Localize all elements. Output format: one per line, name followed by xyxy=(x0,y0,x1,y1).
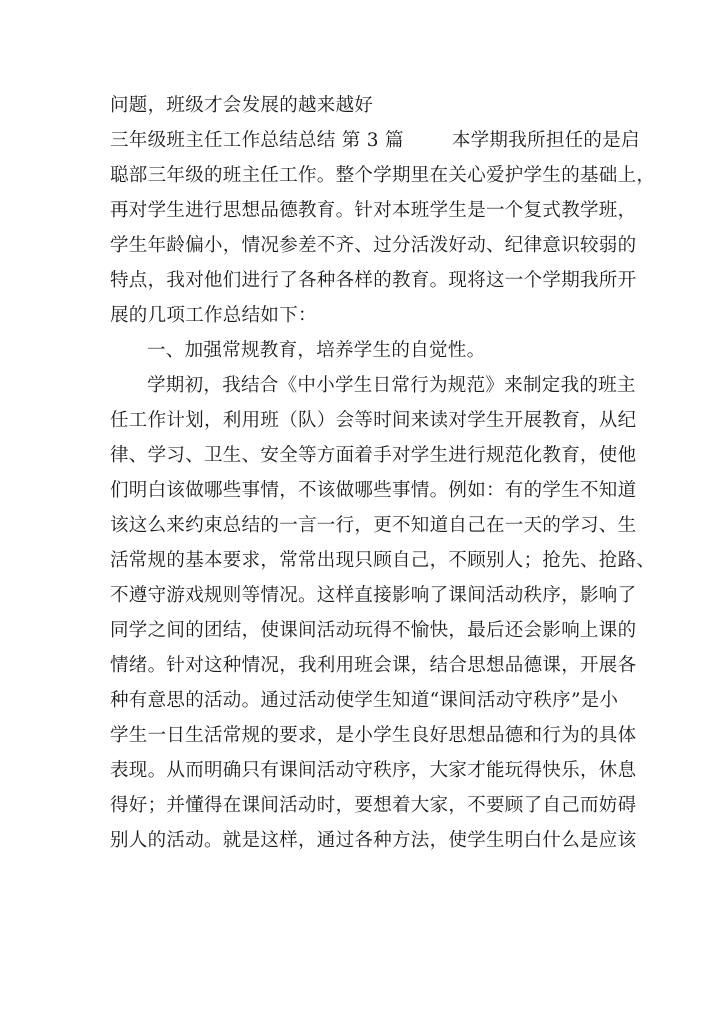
text-line-3: 再对学生进行思想品德教育。针对本班学生是一个复式教学班， xyxy=(110,200,637,221)
text-line-12: 该这么来约束总结的一言一行，更不知道自己在一天的学习、生 xyxy=(110,515,637,536)
document-body xyxy=(110,88,656,858)
text-line-21: 别人的活动。就是这样，通过各种方法，使学生明白什么是应该 xyxy=(110,830,637,851)
text-line-9: 任工作计划，利用班（队）会等时间来读对学生开展教育，从纪 xyxy=(110,410,637,431)
article-title: 三年级班主任工作总结总结 第 3 篇 xyxy=(110,130,404,151)
text-line-14: 不遵守游戏规则等情况。这样直接影响了课间活动秩序，影响了 xyxy=(110,585,637,606)
text-line-6: 展的几项工作总结如下： xyxy=(110,305,317,326)
text-line-11: 们明白该做哪些事情，不该做哪些事情。例如：有的学生不知道 xyxy=(110,480,637,501)
text-line-10: 律、学习、卫生、安全等方面着手对学生进行规范化教育，使他 xyxy=(110,445,637,466)
text-line-19: 表现。从而明确只有课间活动守秩序，大家才能玩得快乐，休息 xyxy=(110,760,637,781)
text-line-18: 学生一日生活常规的要求，是小学生良好思想品德和行为的具体 xyxy=(110,725,637,746)
text-line-16: 情绪。针对这种情况，我利用班会课，结合思想品德课，开展各 xyxy=(110,655,637,676)
text-line-8: 学期初，我结合《中小学生日常行为规范》来制定我的班主 xyxy=(147,375,636,396)
text-line-4: 学生年龄偏小，情况参差不齐、过分活泼好动、纪律意识较弱的 xyxy=(110,235,637,256)
section-heading: 一、加强常规教育，培养学生的自觉性。 xyxy=(147,340,486,361)
text-line-1: 问题，班级才会发展的越来越好 xyxy=(110,95,374,116)
text-line-17: 种有意思的活动。通过活动使学生知道“课间活动守秩序”是小 xyxy=(110,690,619,711)
text-line-2: 聪部三年级的班主任工作。整个学期里在关心爱护学生的基础上， xyxy=(110,165,656,186)
text-line-13: 活常规的基本要求，常常出现只顾自己，不顾别人；抢先、抢路、 xyxy=(110,550,656,571)
text-line-5: 特点，我对他们进行了各种各样的教育。现将这一个学期我所开 xyxy=(110,270,637,291)
article-intro: 本学期我所担任的是启 xyxy=(451,130,640,151)
text-line-15: 同学之间的团结，使课间活动玩得不愉快，最后还会影响上课的 xyxy=(110,620,637,641)
text-line-20: 得好；并懂得在课间活动时，要想着大家，不要顾了自己而妨碍 xyxy=(110,795,637,816)
article-heading-line xyxy=(110,123,640,158)
